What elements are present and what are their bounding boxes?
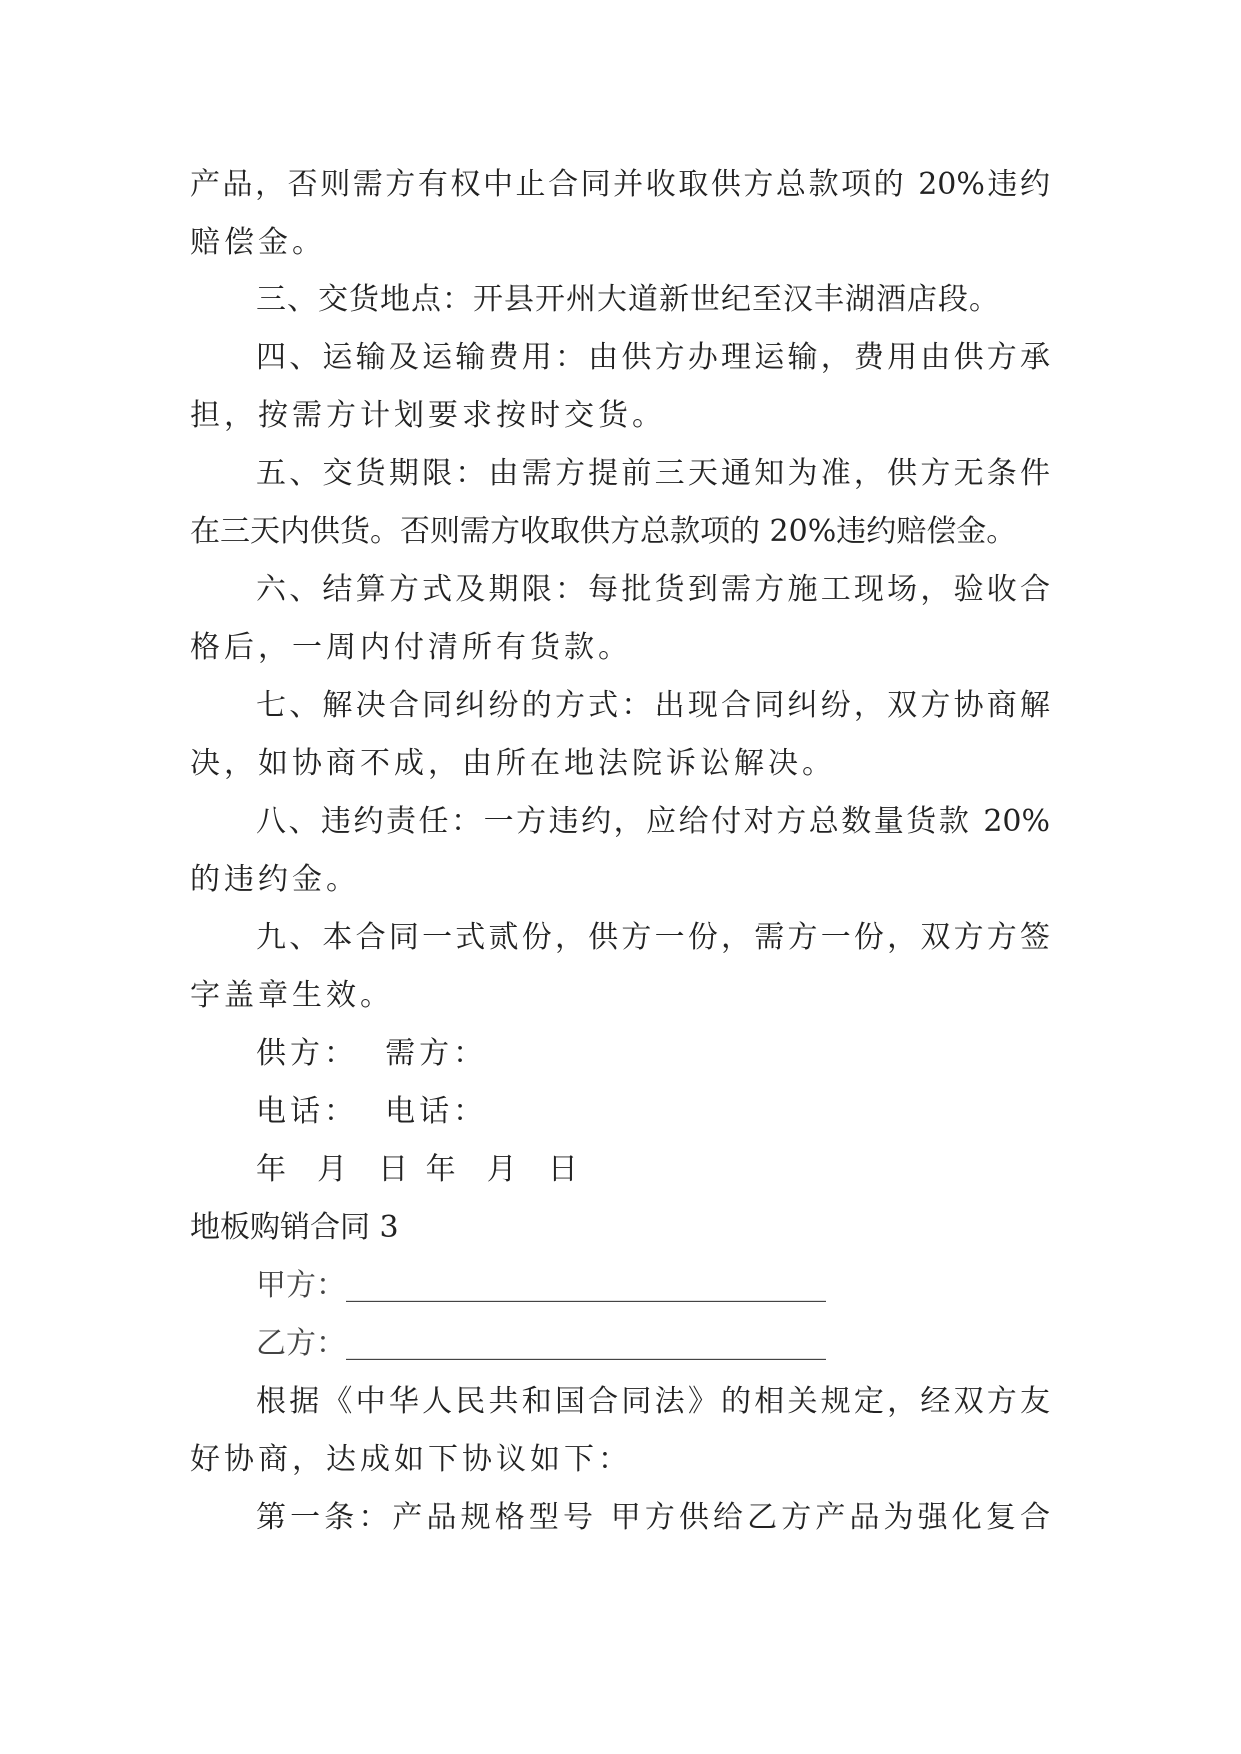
text-line: 产品，否则需方有权中止合同并收取供方总款项的 20%违约 bbox=[190, 167, 1050, 202]
text-line: 担，按需方计划要求按时交货。 bbox=[190, 398, 666, 433]
text-line: 七、解决合同纠纷的方式：出现合同纠纷，双方协商解 bbox=[256, 688, 1050, 723]
text-line: 格后，一周内付清所有货款。 bbox=[190, 630, 632, 665]
section-title: 地板购销合同 3 bbox=[190, 1210, 399, 1245]
supplier-buyer-line: 供方： 需方： bbox=[256, 1036, 488, 1071]
text-line: 第一条：产品规格型号 甲方供给乙方产品为强化复合 bbox=[256, 1500, 1050, 1535]
text-line: 赔偿金。 bbox=[190, 225, 326, 260]
text-line: 的违约金。 bbox=[190, 862, 360, 897]
phone-line: 电话： 电话： bbox=[256, 1094, 488, 1129]
text-line: 字盖章生效。 bbox=[190, 978, 394, 1013]
text-line: 九、本合同一式贰份，供方一份，需方一份，双方方签 bbox=[256, 920, 1050, 955]
text-line: 决，如协商不成，由所在地法院诉讼解决。 bbox=[190, 746, 836, 781]
text-line: 在三天内供货。否则需方收取供方总款项的 20%违约赔偿金。 bbox=[190, 514, 1017, 549]
text-line: 四、运输及运输费用：由供方办理运输，费用由供方承 bbox=[256, 340, 1050, 375]
text-line: 根据《中华人民共和国合同法》的相关规定，经双方友 bbox=[256, 1384, 1050, 1419]
text-line: 五、交货期限：由需方提前三天通知为准，供方无条件 bbox=[256, 456, 1050, 491]
text-line: 六、结算方式及期限：每批货到需方施工现场，验收合 bbox=[256, 572, 1050, 607]
text-line: 八、违约责任：一方违约，应给付对方总数量货款 20% bbox=[256, 804, 1050, 839]
text-line: 好协商，达成如下协议如下： bbox=[190, 1442, 632, 1477]
party-b-line: 乙方：________________________________ bbox=[256, 1326, 826, 1361]
text-line: 三、交货地点：开县开州大道新世纪至汉丰湖酒店段。 bbox=[256, 282, 1000, 317]
party-a-line: 甲方：________________________________ bbox=[256, 1268, 826, 1303]
date-line: 年 月 日 年 月 日 bbox=[256, 1152, 582, 1187]
